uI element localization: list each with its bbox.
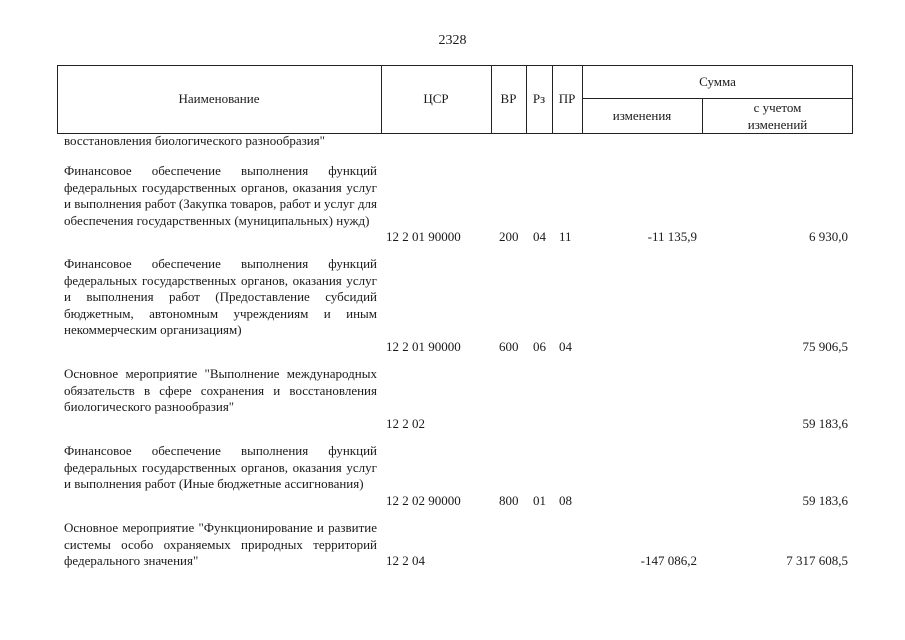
header-rz: Рз (532, 91, 546, 106)
header-total-line2: изменений (747, 117, 808, 132)
header-change: изменения (612, 108, 672, 123)
row-csr: 12 2 01 90000 (386, 339, 461, 354)
row-total: 7 317 608,5 (786, 553, 848, 568)
header-vr: ВР (500, 91, 517, 106)
row-change: -11 135,9 (647, 229, 697, 244)
row-pr: 11 (559, 229, 572, 244)
table-header (57, 65, 853, 134)
header-name: Наименование (178, 91, 260, 106)
row-total: 75 906,5 (802, 339, 848, 354)
row-rz: 06 (533, 339, 546, 354)
row-pr: 04 (559, 339, 572, 354)
header-csr: ЦСР (423, 91, 449, 106)
row-csr: 12 2 02 90000 (386, 493, 461, 508)
row-rz: 04 (533, 229, 546, 244)
row-total: 6 930,0 (809, 229, 848, 244)
row-name: Финансовое обеспечение выполнения функций федеральных государственных органов, оказания услуг и выполнения работ (Предоставление субсидий бюджетным, автономным учреждениям и иным некоммерческим организациям) (64, 256, 377, 337)
row-name: Основное мероприятие "Функционирование и развитие системы особо охраняемых природных территорий федерального значения" (64, 520, 377, 568)
row-name: Финансовое обеспечение выполнения функций федеральных государственных органов, оказания услуг и выполнения работ (Иные бюджетные ассигнования) (64, 443, 377, 491)
row-change: -147 086,2 (640, 553, 697, 568)
row-vr: 800 (499, 493, 519, 508)
header-total-line1: с учетом (753, 100, 802, 115)
row-name: восстановления биологического разнообразия" (64, 133, 325, 148)
row-vr: 200 (499, 229, 519, 244)
page-number: 2328 (438, 33, 467, 48)
header-pr: ПР (558, 91, 576, 106)
header-sum: Сумма (699, 74, 736, 89)
row-total: 59 183,6 (802, 416, 848, 431)
row-csr: 12 2 04 (386, 553, 425, 568)
row-name: Финансовое обеспечение выполнения функций федеральных государственных органов, оказания услуг и выполнения работ (Закупка товаров, работ и услуг для обеспечения государственных (муниципальных) нужд) (64, 163, 377, 228)
row-rz: 01 (533, 493, 546, 508)
row-total: 59 183,6 (802, 493, 848, 508)
row-csr: 12 2 01 90000 (386, 229, 461, 244)
row-name: Основное мероприятие "Выполнение международных обязательств в сфере сохранения и восстановления биологического разнообразия" (64, 366, 377, 414)
row-vr: 600 (499, 339, 519, 354)
row-pr: 08 (559, 493, 572, 508)
row-csr: 12 2 02 (386, 416, 425, 431)
